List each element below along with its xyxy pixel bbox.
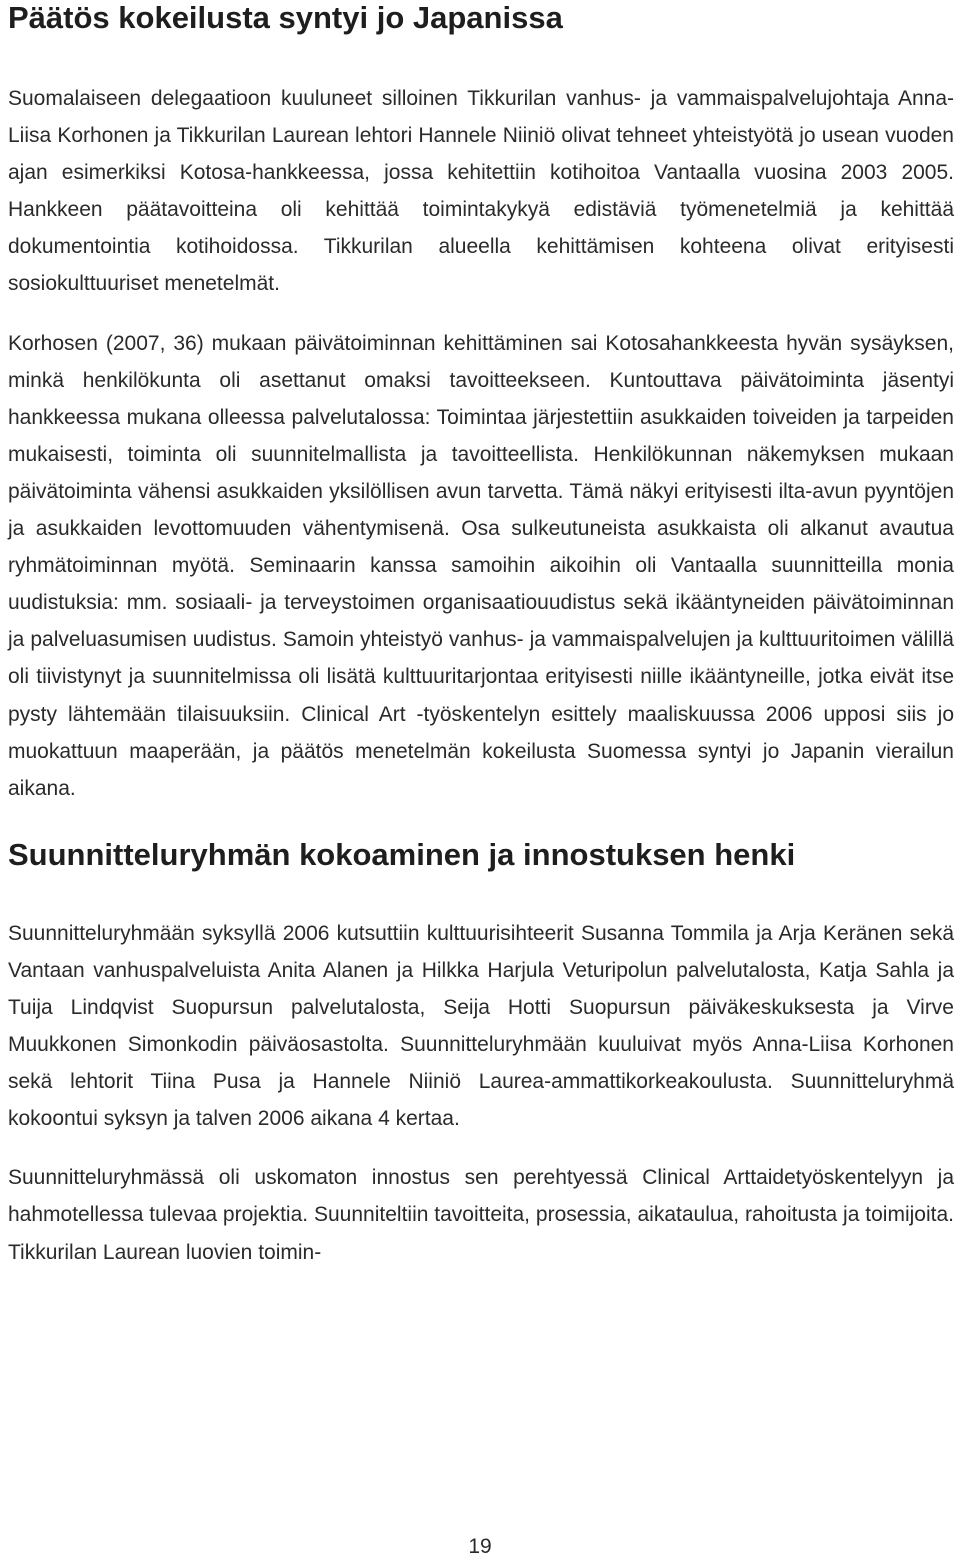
body-paragraph: Suomalaiseen delegaatioon kuuluneet silloinen Tikkurilan vanhus- ja vammaispalvelujohtaja Anna-Liisa Korhonen ja Tikkurilan Laurean lehtori Hannele Niiniö olivat tehneet yhteistyötä jo usean vuoden ajan esimerkiksi Kotosa-hankkeessa, jossa kehitettiin kotihoitoa Vantaalla vuosina 2003 2005. Hankkeen päätavoitteina oli kehittää toimintakykyä edistäviä työmenetelmiä ja kehittää dokumentointia kotihoidossa. Tikkurilan alueella kehittämisen kohteena olivat erityisesti sosiokulttuuriset menetelmät. [8,87,954,296]
body-paragraph: Suunnitteluryhmässä oli uskomaton innostus sen perehtyessä Clinical Arttaidetyöskentelyyn ja hahmotellessa tulevaa projektia. Suunniteltiin tavoitteita, prosessia, aikataulua, rahoitusta ja toimijoita. Tikkurilan Laurean luovien toimin- [8,1166,954,1264]
section-heading-japan: Päätös kokeilusta syntyi jo Japanissa [8,0,563,35]
section-heading-planning-group: Suunnitteluryhmän kokoaminen ja innostuksen henki [8,836,796,872]
page-number: 19 [468,1535,492,1558]
body-paragraph: Suunnitteluryhmään syksyllä 2006 kutsuttiin kulttuurisihteerit Susanna Tommila ja Arja Keränen sekä Vantaan vanhuspalveluista Anita Alanen ja Hilkka Harjula Veturipolun palvelutalosta, Katja Sahla ja Tuija Lindqvist Suopursun palvelutalosta, Seija Hotti Suopursun päiväkeskuksesta ja Virve Muukkonen Simonkodin päiväosastolta. Suunnitteluryhmään kuuluivat myös Anna-Liisa Korhonen sekä lehtorit Tiina Pusa ja Hannele Niiniö Laurea-ammattikorkeakoulusta. Suunnitteluryhmä kokoontui syksyn ja talven 2006 aikana 4 kertaa. [8,921,954,1131]
body-paragraph: Korhosen (2007, 36) mukaan päivätoiminnan kehittäminen sai Kotosahankkeesta hyvän sysäyksen, minkä henkilökunta oli asettanut omaksi tavoitteekseen. Kuntouttava päivätoiminta jäsentyi hankkeessa mukana olleessa palvelutalossa: Toimintaa järjestettiin asukkaiden toiveiden ja tarpeiden mukaisesti, toiminta oli suunnitelmallista ja tavoitteellista. Henkilökunnan näkemyksen mukaan päivätoiminta vähensi asukkaiden yksilöllisen avun tarvetta. Tämä näkyi erityisesti ilta-avun pyyntöjen ja asukkaiden levottomuuden vähentymisenä. Osa sulkeutuneista asukkaista oli alkanut avautua ryhmätoiminnan myötä. Seminaarin kanssa samoihin aikoihin oli Vantaalla suunnitteilla monia uudistuksia: mm. sosiaali- ja terveystoimen organisaatiouudistus sekä ikääntyneiden päivätoiminnan ja palveluasumisen uudistus. Samoin yhteistyö vanhus- ja vammaispalvelujen ja kulttuuritoimen välillä oli tiivistynyt ja suunnitelmissa oli lisätä kulttuuritarjontaa erityisesti niille ikääntyneille, jotka eivät itse pysty lähtemään tilaisuuksiin. Clinical Art -työskentelyn esittely maaliskuussa 2006 upposi siis jo muokattuun maaperään, ja päätös menetelmän kokeilusta Suomessa syntyi jo Japanin vierailun aikana. [8,331,954,800]
document-page [8,0,954,1271]
